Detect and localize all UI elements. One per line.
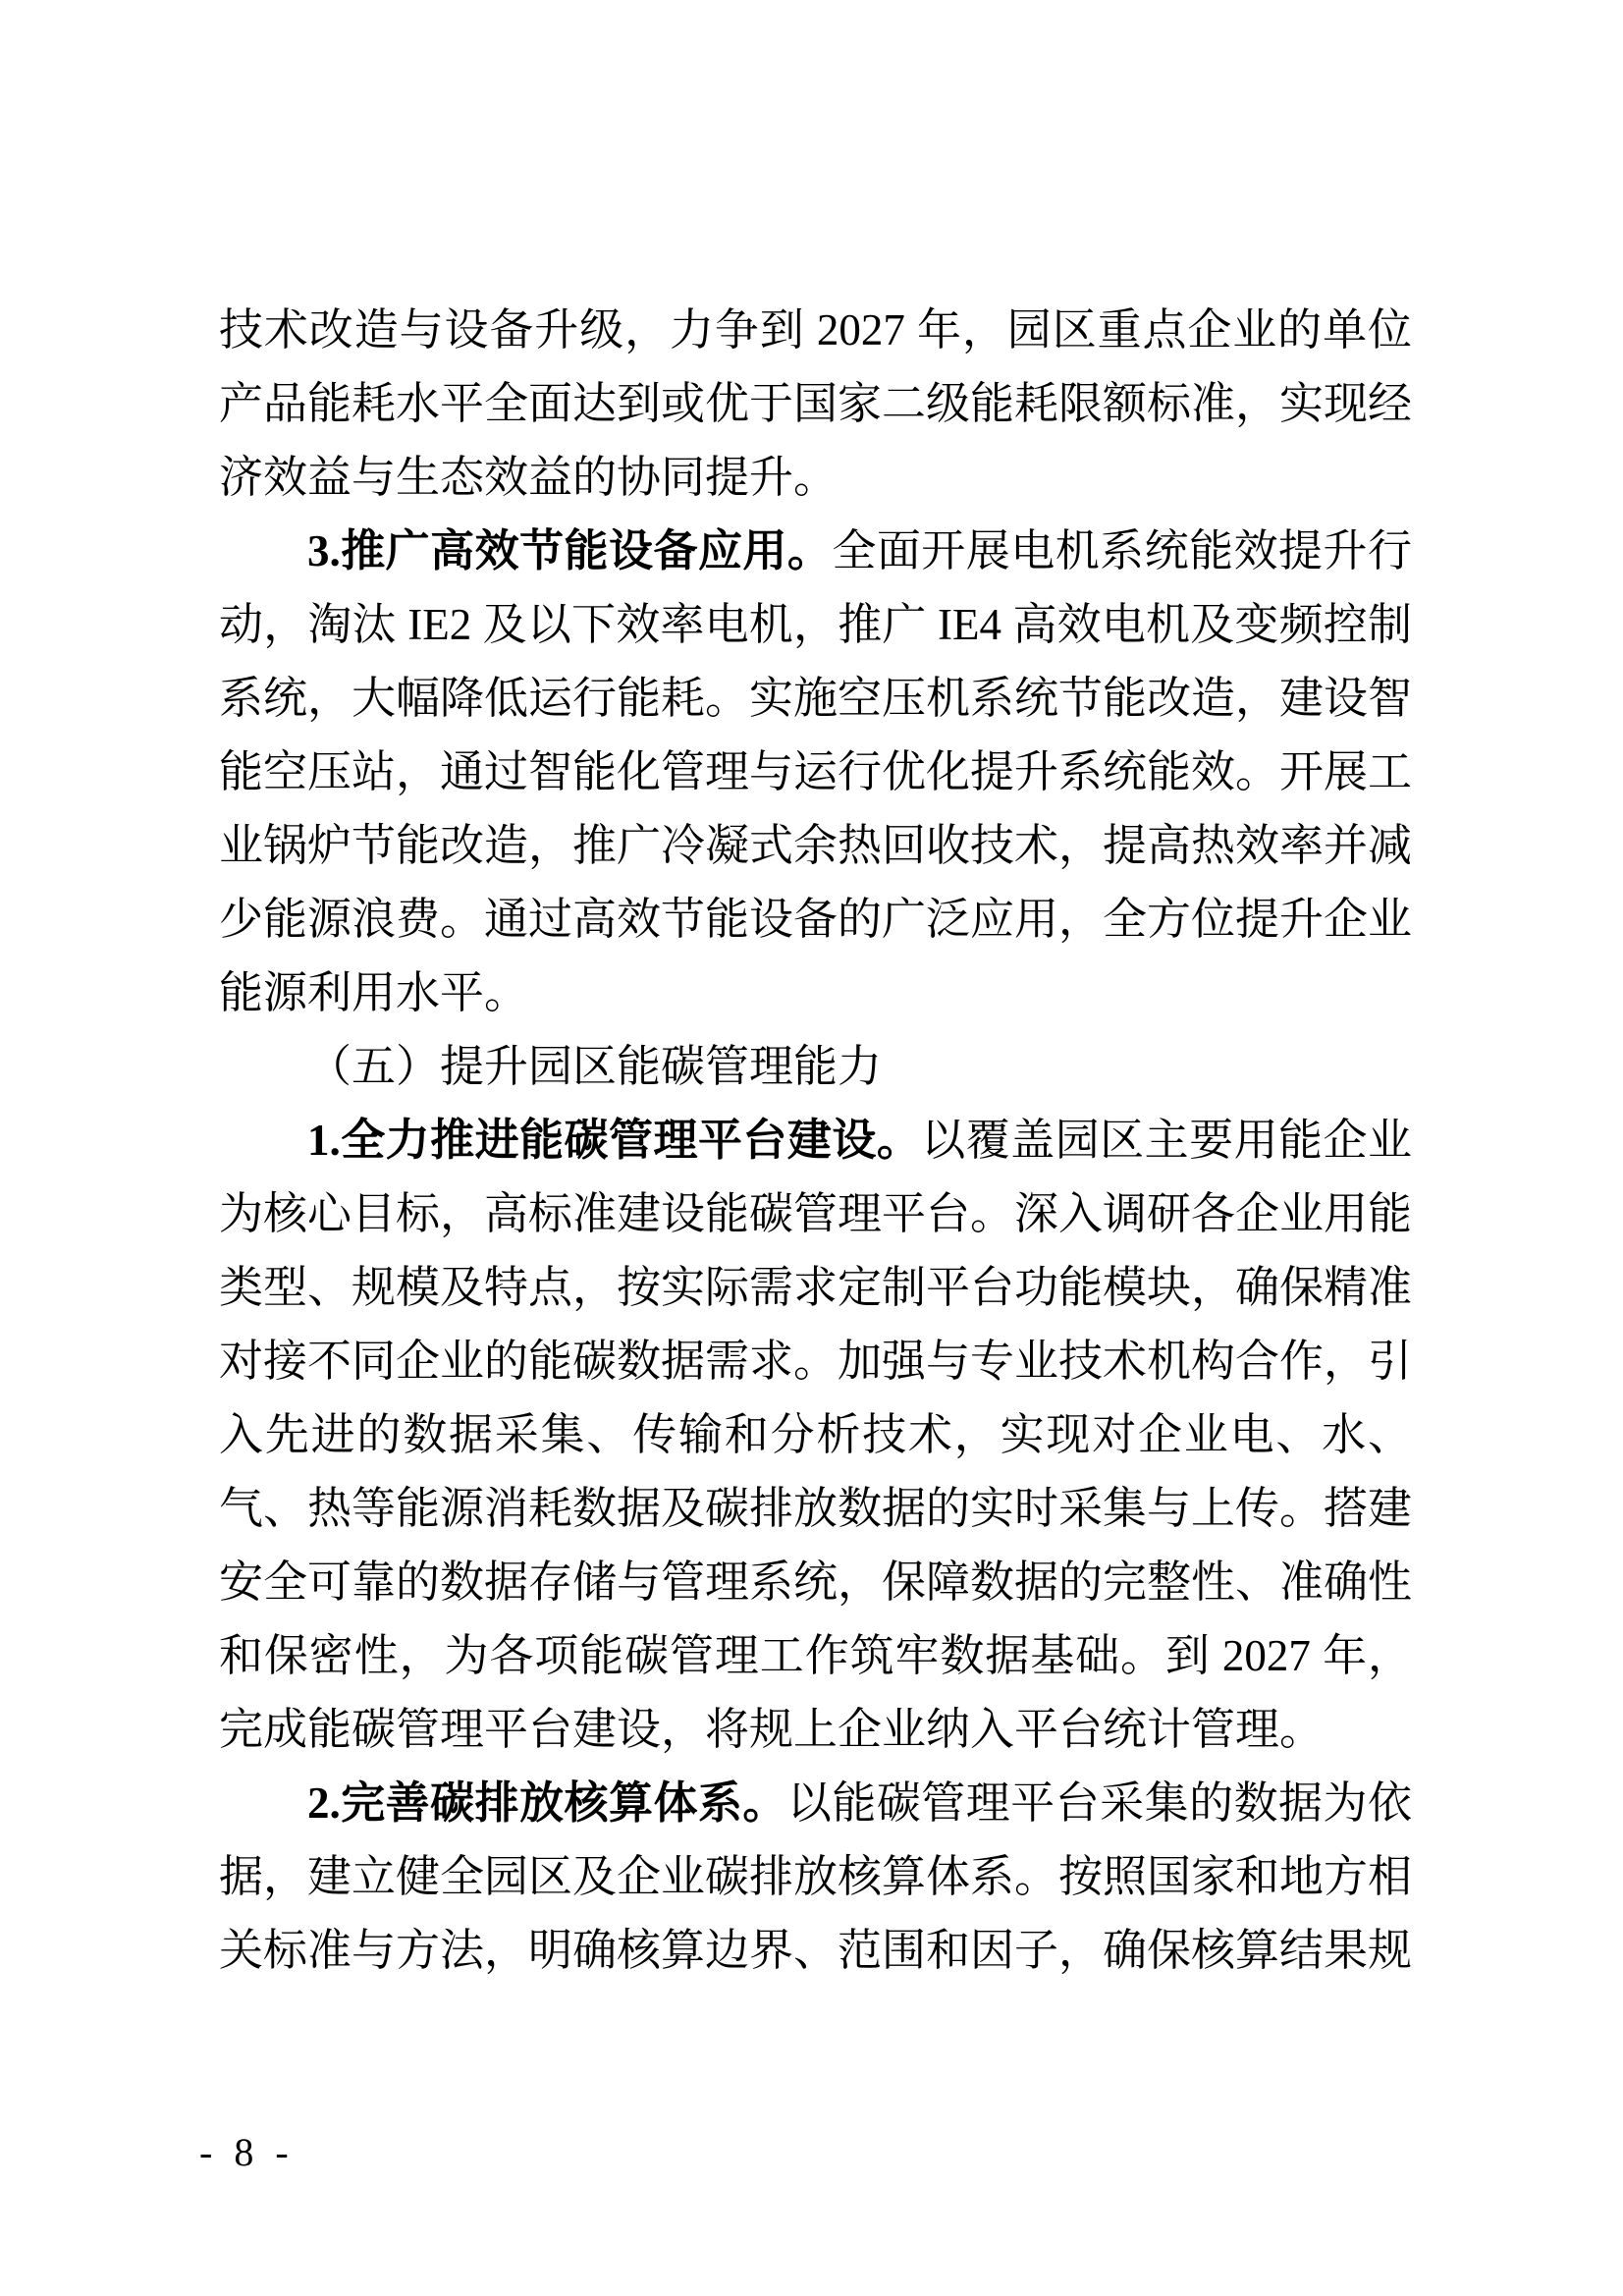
paragraph-text: 技术改造与设备升级，力争到 2027 年，园区重点企业的单位产品能耗水平全面达到或优于国家二级能耗限额标准，实现经济效益与生态效益的协同提升。: [219, 305, 1413, 502]
paragraph-bold-lead: 1.全力推进能碳管理平台建设。: [307, 1116, 922, 1165]
paragraph-text: 以能碳管理平台采集的数据为依据，建立健全园区及企业碳排放核算体系。按照国家和地方相关标准与方法，明确核算边界、范围和因子，确保核算结果规: [219, 1778, 1413, 1975]
document-body: [219, 294, 1412, 1988]
paragraph-bold-lead: 3.推广高效节能设备应用。: [307, 526, 833, 575]
section-heading-text: （五）提升园区能碳管理能力: [307, 1042, 883, 1091]
paragraph-item-2: [219, 1767, 1412, 1988]
paragraph-item-3: [219, 515, 1412, 1030]
section-heading: [219, 1030, 1412, 1104]
paragraph-continuation: [219, 294, 1412, 515]
paragraph-bold-lead: 2.完善碳排放核算体系。: [307, 1778, 787, 1828]
paragraph-text: 以覆盖园区主要用能企业为核心目标，高标准建设能碳管理平台。深入调研各企业用能类型、规模及特点，按实际需求定制平台功能模块，确保精准对接不同企业的能碳数据需求。加强与专业技术机构合作，引入先进的数据采集、传输和分析技术，实现对企业电、水、气、热等能源消耗数据及碳排放数据的实时采集与上传。搭建安全可靠的数据存储与管理系统，保障数据的完整性、准确性和保密性，为各项能碳管理工作筑牢数据基础。到 2027 年，完成能碳管理平台建设，将规上企业纳入平台统计管理。: [219, 1116, 1413, 1754]
paragraph-item-1: [219, 1104, 1412, 1767]
paragraph-text: 全面开展电机系统能效提升行动，淘汰 IE2 及以下效率电机，推广 IE4 高效电机及变频控制系统，大幅降低运行能耗。实施空压机系统节能改造，建设智能空压站，通过智能化管理与运行优化提升系统能效。开展工业锅炉节能改造，推广冷凝式余热回收技术，提高热效率并减少能源浪费。通过高效节能设备的广泛应用，全方位提升企业能源利用水平。: [219, 526, 1413, 1017]
page-number: - 8 -: [199, 2130, 295, 2174]
